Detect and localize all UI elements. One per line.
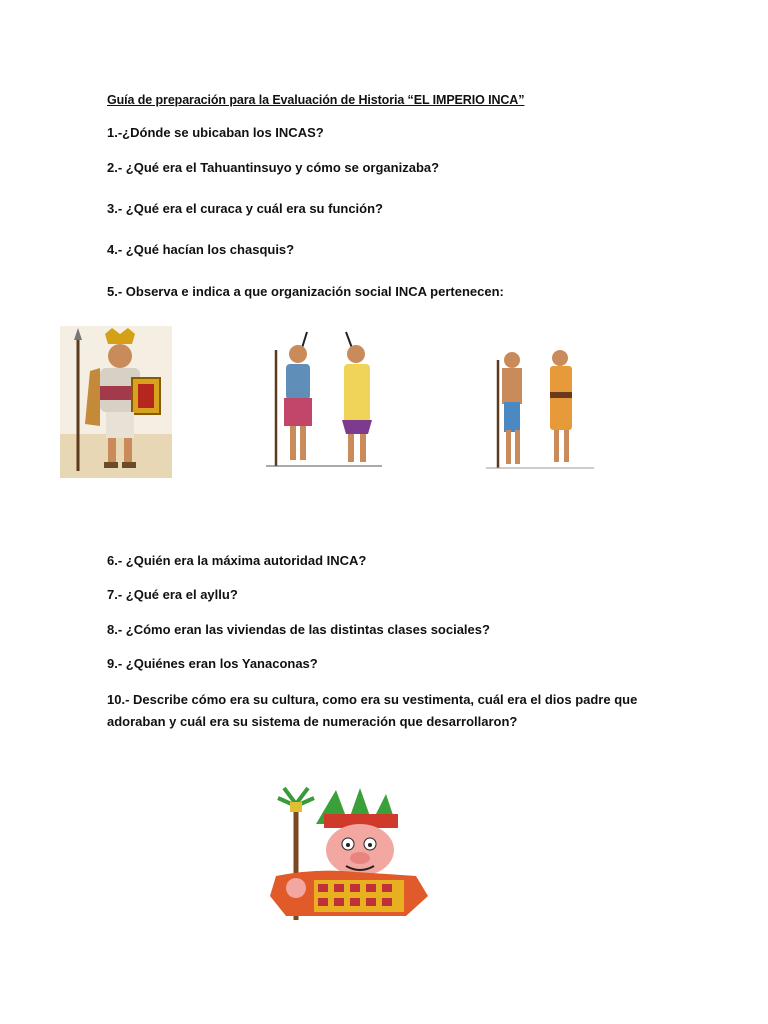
two-commoner-incas-illustration (484, 330, 596, 470)
question-8: 8.- ¿Cómo eran las viviendas de las distintas clases sociales? (107, 622, 490, 637)
worksheet-title: Guía de preparación para la Evaluación de Historia “EL IMPERIO INCA” (107, 93, 525, 107)
question-2: 2.- ¿Qué era el Tahuantinsuyo y cómo se organizaba? (107, 160, 440, 175)
question-3: 3.- ¿Qué era el curaca y cuál era su función? (107, 201, 383, 216)
question-1: 1.-¿Dónde se ubicaban los INCAS? (107, 125, 324, 140)
two-noble-incas-illustration (264, 330, 384, 470)
question-6: 6.- ¿Quién era la máxima autoridad INCA? (107, 553, 367, 568)
inca-warrior-illustration (60, 326, 172, 478)
question-5: 5.- Observa e indica a que organización social INCA pertenecen: (107, 284, 504, 299)
question-9: 9.- ¿Quiénes eran los Yanaconas? (107, 656, 318, 671)
question-10: 10.- Describe cómo era su cultura, como era su vestimenta, cuál era el dios padre que adoraban y cuál era su sistema de numeración que desarrollaron? (107, 692, 638, 729)
question-4: 4.- ¿Qué hacían los chasquis? (107, 242, 295, 257)
question-7: 7.- ¿Qué era el ayllu? (107, 587, 238, 602)
inca-emperor-cartoon (256, 784, 436, 920)
